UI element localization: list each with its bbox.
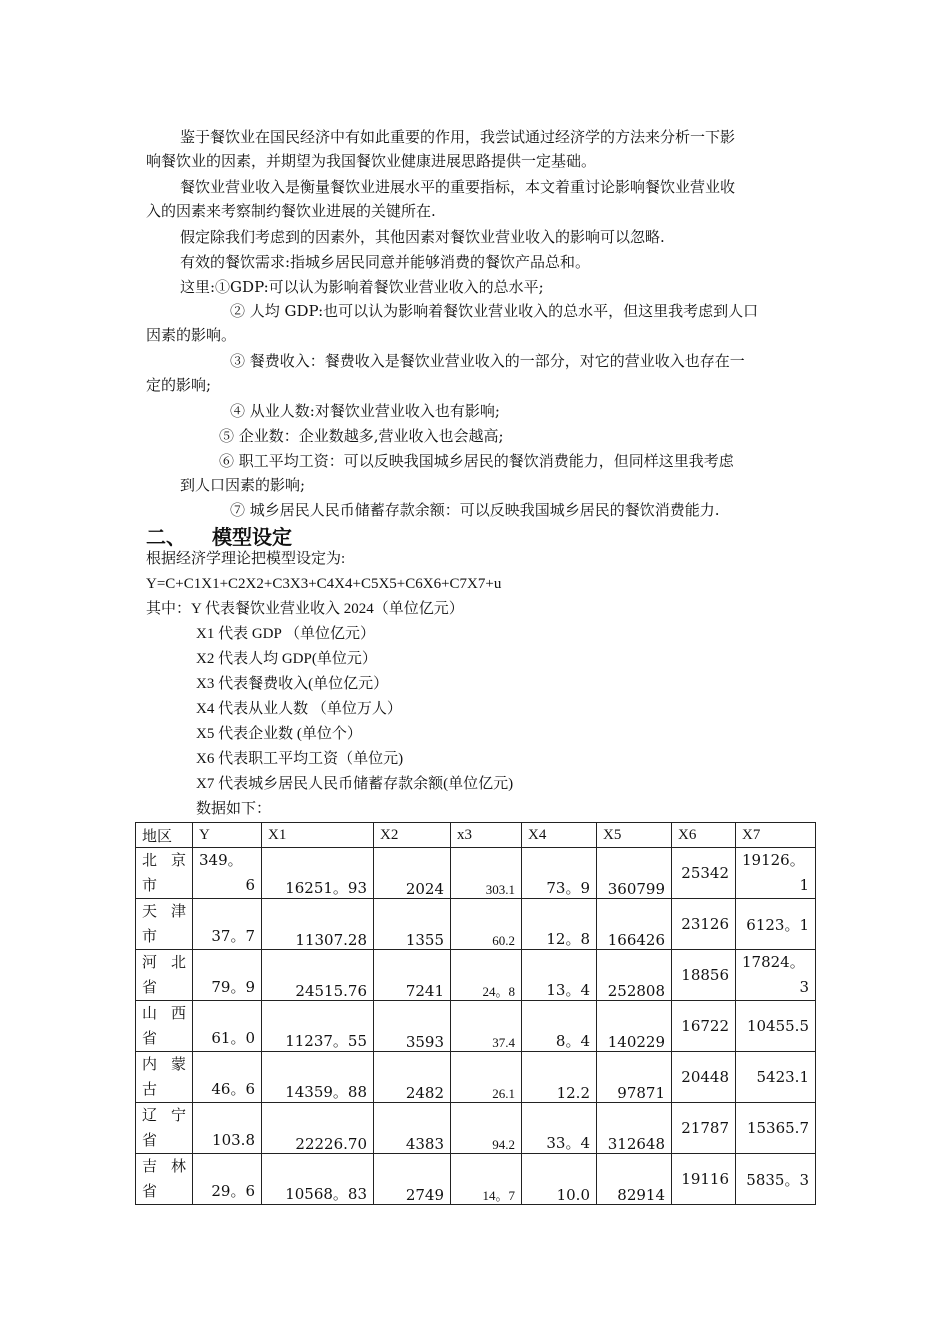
table-body <box>136 823 816 1205</box>
variable-x3: X3 代表餐费收入(单位亿元） <box>196 676 389 692</box>
model-intro: 根据经济学理论把模型设定为: <box>146 551 346 567</box>
header-cell: X4 <box>522 823 597 848</box>
x3-cell: 26.1 <box>451 1052 522 1103</box>
y-cell-line <box>199 1103 255 1128</box>
factor-3-line-2: 定的影响; <box>146 376 212 394</box>
y-cell-line: 37。7 <box>211 927 255 945</box>
table-row <box>136 1103 816 1154</box>
region-line: 河 北 <box>142 953 186 971</box>
factor-2-line-2: 因素的影响。 <box>146 326 237 344</box>
region-cell <box>136 1154 193 1205</box>
x7-cell: 15365.7 <box>736 1103 816 1154</box>
region-cell <box>136 848 193 899</box>
y-cell-line: 46。6 <box>211 1080 255 1098</box>
x4-cell: 33。4 <box>522 1103 597 1154</box>
x4-cell: 12.2 <box>522 1052 597 1103</box>
header-cell: x3 <box>451 823 522 848</box>
header-cell: X2 <box>374 823 451 848</box>
paragraph-2-line-2: 入的因素来考察制约餐饮业进展的关键所在. <box>146 202 436 220</box>
y-cell-line <box>199 899 255 924</box>
model-where: 其中：Y 代表餐饮业营业收入 2024（单位亿元） <box>146 601 464 617</box>
y-cell-line: 79。9 <box>211 978 255 996</box>
x3-cell: 94.2 <box>451 1103 522 1154</box>
header-cell: Y <box>193 823 262 848</box>
x1-cell: 16251。93 <box>262 848 374 899</box>
x7-cell: 5423.1 <box>736 1052 816 1103</box>
section-title: 模型设定 <box>212 525 292 549</box>
x4-cell: 8。4 <box>522 1001 597 1052</box>
y-cell-line: 103.8 <box>212 1131 255 1149</box>
paragraph-1-line-2: 响餐饮业的因素，并期望为我国餐饮业健康进展思路提供一定基础。 <box>146 152 597 170</box>
x5-cell: 312648 <box>597 1103 672 1154</box>
table-row <box>136 899 816 950</box>
x2-cell: 1355 <box>374 899 451 950</box>
region-cell <box>136 1052 193 1103</box>
region-cell <box>136 899 193 950</box>
header-cell: X7 <box>736 823 816 848</box>
x7-cell: 5835。3 <box>736 1154 816 1205</box>
y-cell-line <box>199 1001 255 1026</box>
region-line: 市 <box>142 876 158 894</box>
region-line: 内 蒙 <box>142 1055 186 1073</box>
x2-cell: 2024 <box>374 848 451 899</box>
y-cell-line <box>199 1154 255 1179</box>
x3-cell: 14。7 <box>451 1154 522 1205</box>
x4-cell: 12。8 <box>522 899 597 950</box>
y-cell <box>193 1001 262 1052</box>
x6-cell: 21787 <box>672 1103 736 1154</box>
x7-line: 19126。 <box>742 851 805 869</box>
x7-line: 1 <box>799 876 809 894</box>
y-cell-line: 349。 <box>199 851 243 869</box>
x7-line: 3 <box>799 978 809 996</box>
x2-cell: 2749 <box>374 1154 451 1205</box>
header-cell: 地区 <box>136 823 193 848</box>
x6-cell: 18856 <box>672 950 736 1001</box>
table-row <box>136 950 816 1001</box>
header-cell: X1 <box>262 823 374 848</box>
region-cell <box>136 1103 193 1154</box>
variable-x5: X5 代表企业数 (单位个） <box>196 726 362 742</box>
x5-cell: 82914 <box>597 1154 672 1205</box>
table-row <box>136 1001 816 1052</box>
x1-cell: 22226.70 <box>262 1103 374 1154</box>
x6-cell: 25342 <box>672 848 736 899</box>
y-cell <box>193 1103 262 1154</box>
x5-cell: 97871 <box>597 1052 672 1103</box>
x7-cell: 6123。1 <box>736 899 816 950</box>
x2-cell: 7241 <box>374 950 451 1001</box>
y-cell <box>193 899 262 950</box>
y-cell <box>193 1052 262 1103</box>
x5-cell: 360799 <box>597 848 672 899</box>
x6-cell: 23126 <box>672 899 736 950</box>
factor-4: ④ 从业人数:对餐饮业营业收入也有影响; <box>230 402 500 420</box>
x3-cell: 60.2 <box>451 899 522 950</box>
region-line: 北 京 <box>142 851 186 869</box>
y-cell-line <box>199 950 255 975</box>
x3-cell: 303.1 <box>451 848 522 899</box>
x5-cell: 166426 <box>597 899 672 950</box>
x3-cell: 37.4 <box>451 1001 522 1052</box>
region-line: 省 <box>142 1182 158 1200</box>
x7-cell <box>736 848 816 899</box>
region-line: 市 <box>142 927 158 945</box>
section-number: 二、 <box>146 525 186 549</box>
factor-6-line-2: 到人口因素的影响; <box>180 476 306 494</box>
table-row <box>136 848 816 899</box>
variable-x6: X6 代表职工平均工资（单位元) <box>196 751 404 767</box>
data-table <box>135 822 816 1205</box>
x6-cell: 20448 <box>672 1052 736 1103</box>
x1-cell: 11237。55 <box>262 1001 374 1052</box>
x6-cell: 19116 <box>672 1154 736 1205</box>
region-line: 天 津 <box>142 902 186 920</box>
x4-cell: 10.0 <box>522 1154 597 1205</box>
x7-cell: 10455.5 <box>736 1001 816 1052</box>
x1-cell: 14359。88 <box>262 1052 374 1103</box>
region-line: 古 <box>142 1080 158 1098</box>
table-row <box>136 1154 816 1205</box>
variable-x7: X7 代表城乡居民人民币储蓄存款余额(单位亿元) <box>196 776 514 792</box>
region-line: 山 西 <box>142 1004 186 1022</box>
y-cell-line: 29。6 <box>211 1182 255 1200</box>
y-cell-line <box>199 1052 255 1077</box>
section-heading <box>146 521 292 550</box>
x2-cell: 4383 <box>374 1103 451 1154</box>
header-cell: X6 <box>672 823 736 848</box>
region-line: 辽 宁 <box>142 1106 186 1124</box>
factor-1: 这里:①GDP:可以认为影响着餐饮业营业收入的总水平; <box>180 278 544 296</box>
y-cell <box>193 1154 262 1205</box>
region-line: 省 <box>142 1029 158 1047</box>
factor-6-line-1: ⑥ 职工平均工资：可以反映我国城乡居民的餐饮消费能力，但同样这里我考虑 <box>219 452 734 470</box>
region-line: 省 <box>142 978 158 996</box>
region-cell <box>136 1001 193 1052</box>
x4-cell: 73。9 <box>522 848 597 899</box>
x2-cell: 3593 <box>374 1001 451 1052</box>
x1-cell: 10568。83 <box>262 1154 374 1205</box>
region-cell <box>136 950 193 1001</box>
data-intro: 数据如下： <box>196 801 272 817</box>
y-cell <box>193 950 262 1001</box>
factor-3-line-1: ③ 餐费收入：餐费收入是餐饮业营业收入的一部分，对它的营业收入也存在一 <box>230 352 745 370</box>
paragraph-1-line-1: 鉴于餐饮业在国民经济中有如此重要的作用，我尝试通过经济学的方法来分析一下影 <box>180 128 736 146</box>
region-line: 省 <box>142 1131 158 1149</box>
region-line: 吉 林 <box>142 1157 186 1175</box>
x1-cell: 24515.76 <box>262 950 374 1001</box>
x5-cell: 140229 <box>597 1001 672 1052</box>
paragraph-2-line-1: 餐饮业营业收入是衡量餐饮业进展水平的重要指标，本文着重讨论影响餐饮业营业收 <box>180 178 736 196</box>
variable-x1: X1 代表 GDP （单位亿元） <box>196 626 376 642</box>
x7-cell <box>736 950 816 1001</box>
y-cell-line: 6 <box>245 876 255 894</box>
x4-cell: 13。4 <box>522 950 597 1001</box>
y-cell-line: 61。0 <box>211 1029 255 1047</box>
variable-x2: X2 代表人均 GDP(单位元） <box>196 651 377 667</box>
header-cell: X5 <box>597 823 672 848</box>
x7-line: 17824。 <box>742 953 805 971</box>
paragraph-4: 有效的餐饮需求:指城乡居民同意并能够消费的餐饮产品总和。 <box>180 253 591 271</box>
y-cell <box>193 848 262 899</box>
x5-cell: 252808 <box>597 950 672 1001</box>
x1-cell: 11307.28 <box>262 899 374 950</box>
factor-7: ⑦ 城乡居民人民币储蓄存款余额：可以反映我国城乡居民的餐饮消费能力. <box>230 501 720 519</box>
factor-5: ⑤ 企业数：企业数越多,营业收入也会越高; <box>219 427 504 445</box>
model-equation: Y=C+C1X1+C2X2+C3X3+C4X4+C5X5+C6X6+C7X7+u <box>146 576 502 592</box>
x6-cell: 16722 <box>672 1001 736 1052</box>
x3-cell: 24。8 <box>451 950 522 1001</box>
factor-2-line-1: ② 人均 GDP:也可以认为影响着餐饮业营业收入的总水平，但这里我考虑到人口 <box>230 302 759 320</box>
x2-cell: 2482 <box>374 1052 451 1103</box>
table-header-row <box>136 823 816 848</box>
paragraph-3: 假定除我们考虑到的因素外，其他因素对餐饮业营业收入的影响可以忽略. <box>180 228 665 246</box>
variable-x4: X4 代表从业人数 （单位万人） <box>196 701 402 717</box>
table-row <box>136 1052 816 1103</box>
